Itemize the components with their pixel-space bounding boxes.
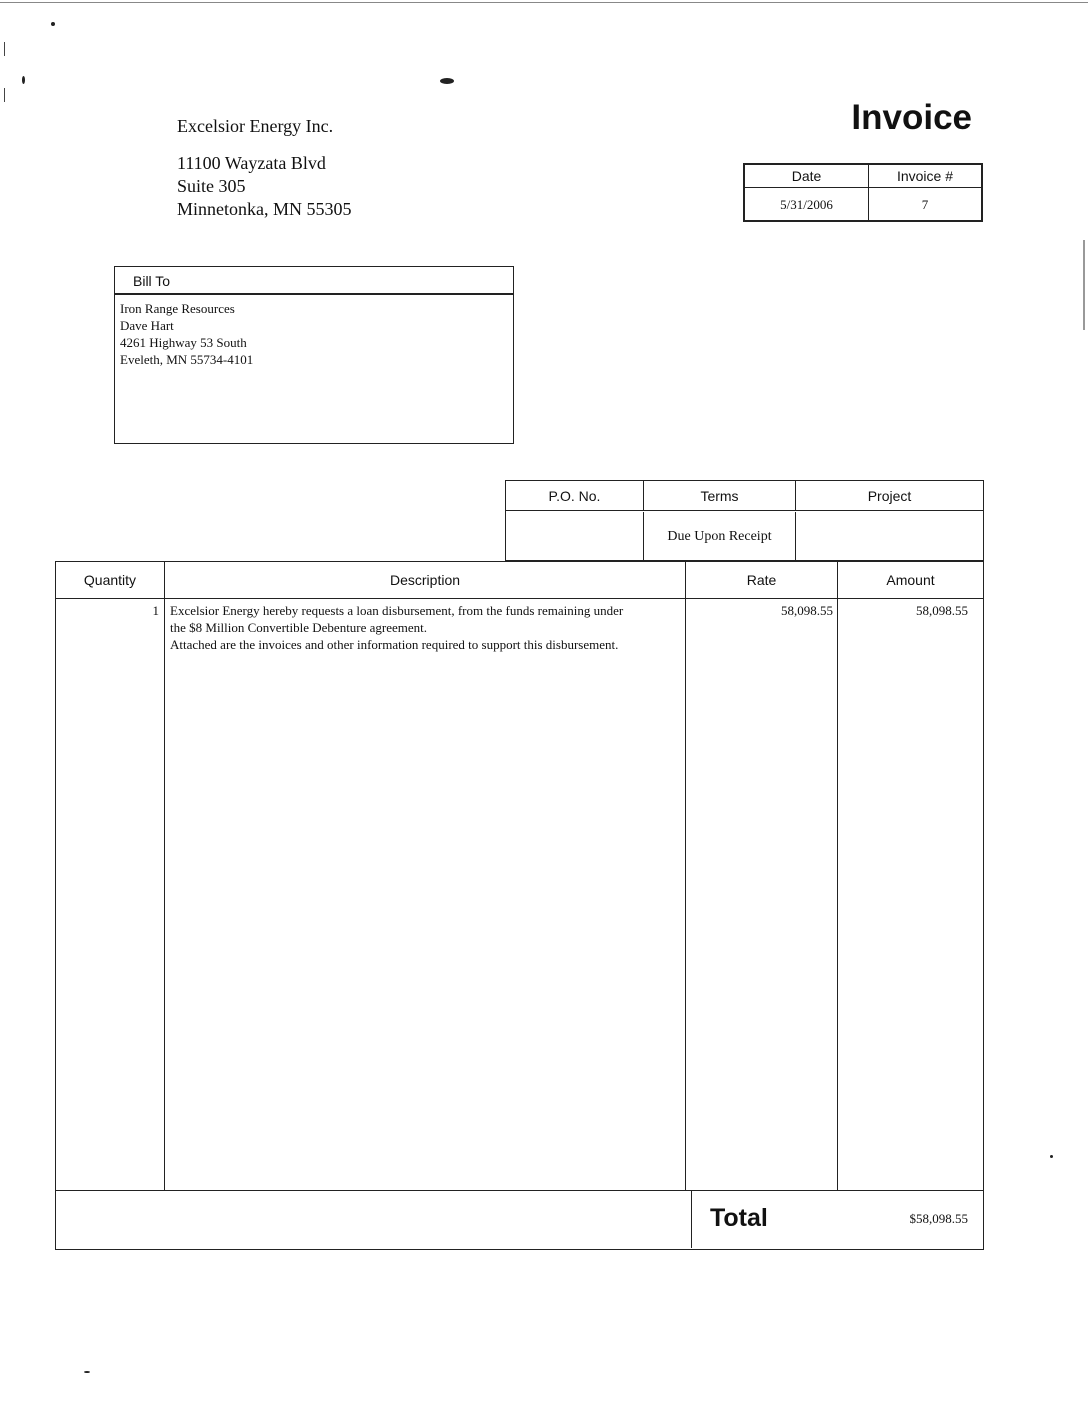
footer-rule xyxy=(56,1190,983,1191)
company-address-line: 11100 Wayzata Blvd xyxy=(177,153,326,173)
terms-label: Terms xyxy=(644,481,796,511)
bill-to-line: Eveleth, MN 55734-4101 xyxy=(120,352,254,367)
document-title: Invoice xyxy=(851,98,972,137)
item-quantity: 1 xyxy=(152,603,159,618)
scan-edge xyxy=(0,2,1088,3)
scan-speck xyxy=(22,76,25,84)
item-description-line: Attached are the invoices and other information required to support this disbursement. xyxy=(170,637,619,652)
date-label: Date xyxy=(745,165,869,188)
scan-speck xyxy=(84,1371,90,1373)
project-label: Project xyxy=(796,481,983,511)
terms-value: Due Upon Receipt xyxy=(644,512,796,560)
column-divider xyxy=(685,562,686,1190)
total-value: $58,098.55 xyxy=(909,1211,968,1226)
bill-to-label: Bill To xyxy=(115,267,513,295)
item-rate: 58,098.55 xyxy=(781,603,833,618)
invoice-meta-box xyxy=(743,163,983,222)
item-amount: 58,098.55 xyxy=(916,603,968,618)
scan-speck xyxy=(1050,1155,1053,1158)
column-divider xyxy=(837,562,838,1190)
bill-to-line: 4261 Highway 53 South xyxy=(120,335,247,350)
po-number-value xyxy=(506,512,644,560)
company-name: Excelsior Energy Inc. xyxy=(177,116,334,136)
order-info-box xyxy=(505,480,984,561)
date-value: 5/31/2006 xyxy=(745,188,869,220)
bill-to-address xyxy=(120,300,253,368)
item-description-line: the $8 Million Convertible Debenture agreement. xyxy=(170,620,428,635)
po-number-label: P.O. No. xyxy=(506,481,644,511)
scan-speck xyxy=(51,22,55,26)
total-label: Total xyxy=(710,1204,768,1232)
bill-to-line: Iron Range Resources xyxy=(120,301,235,316)
company-address xyxy=(177,152,352,221)
item-description xyxy=(170,602,682,653)
company-address-line: Minnetonka, MN 55305 xyxy=(177,199,352,219)
item-description-line: Excelsior Energy hereby requests a loan disbursement, from the funds remaining under xyxy=(170,603,624,618)
column-divider xyxy=(164,562,165,1190)
company-address-line: Suite 305 xyxy=(177,176,246,196)
scan-speck xyxy=(440,78,454,84)
scan-mark xyxy=(4,42,5,56)
invoice-number-value: 7 xyxy=(921,197,929,212)
column-header-description: Description xyxy=(389,572,461,588)
invoice-number-label: Invoice # xyxy=(869,165,981,188)
bill-to-box xyxy=(114,266,514,444)
column-header-rate: Rate xyxy=(746,572,777,588)
scan-mark xyxy=(4,88,5,102)
column-header-amount: Amount xyxy=(886,572,935,588)
line-items-table xyxy=(55,561,984,1250)
bill-to-line: Dave Hart xyxy=(120,318,174,333)
column-divider xyxy=(691,1190,692,1248)
column-header-quantity: Quantity xyxy=(83,572,137,588)
project-value xyxy=(796,512,983,560)
scan-mark xyxy=(1083,240,1085,330)
